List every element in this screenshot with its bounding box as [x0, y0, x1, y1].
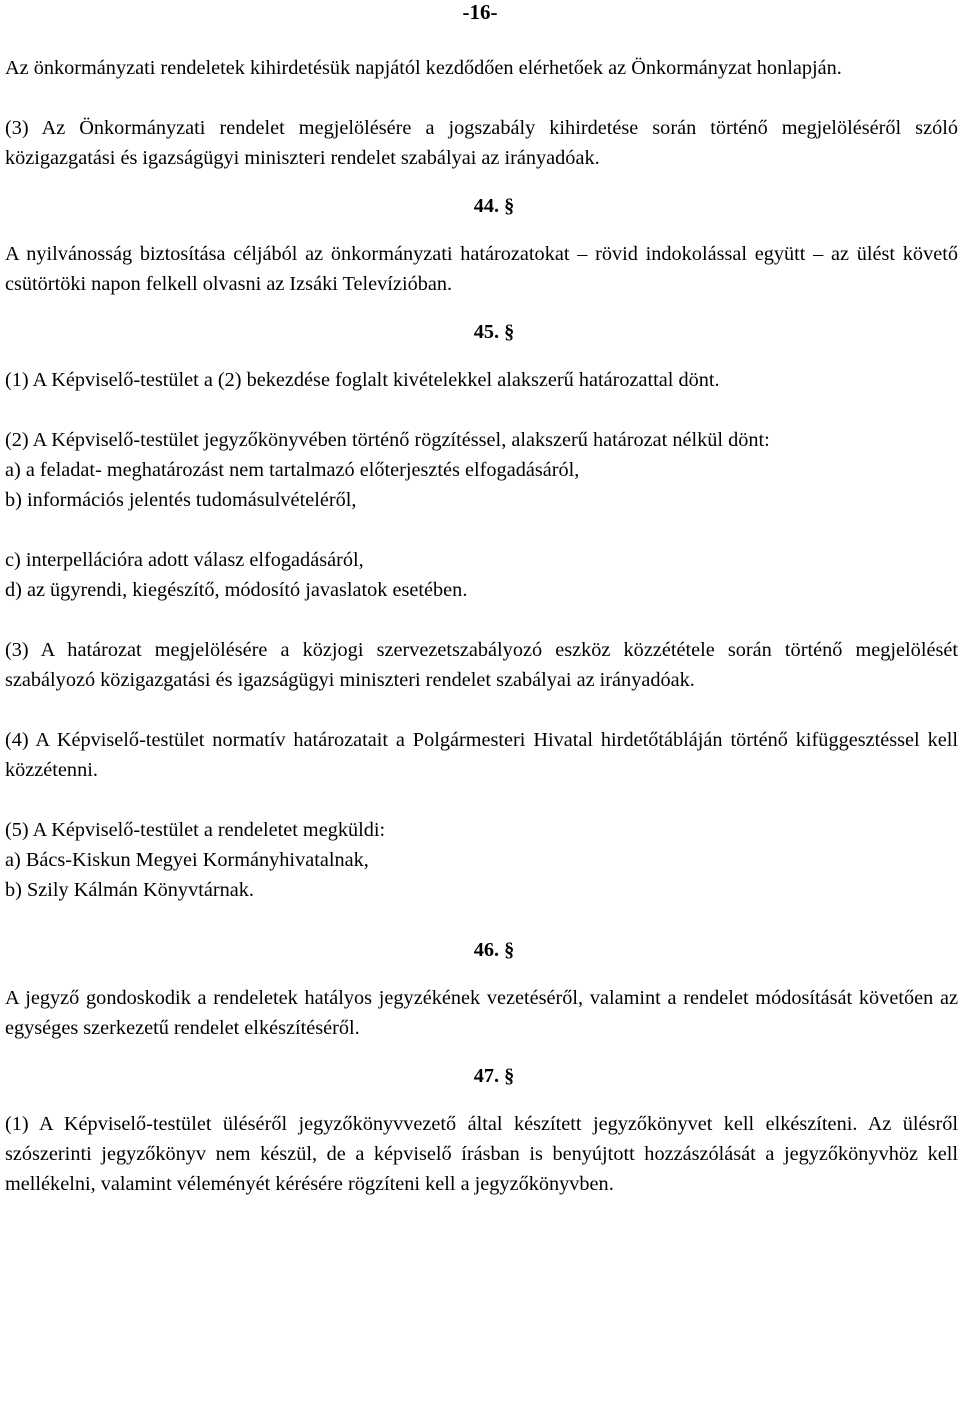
list-item-45-5-a: a) Bács-Kiskun Megyei Kormányhivatalnak,	[5, 849, 369, 871]
list-item-45-2-b: b) információs jelentés tudomásulvételéről,	[5, 489, 357, 511]
paragraph-45-3: (3) A határozat megjelölésére a közjogi szervezetszabályozó eszköz közzététele során történő megjelölését szabályozó közigazgatási és igazságügyi miniszteri rendelet szabályai az irányadóak.	[5, 639, 958, 691]
page-number: -16-	[462, 0, 498, 24]
section-heading-47: 47. §	[473, 1065, 515, 1087]
paragraph-47-1: (1) A Képviselő-testület üléséről jegyzőkönyvvezető által készített jegyzőkönyvet kell elkészíteni. Az ülésről szószerinti jegyzőkönyv nem készül, de a képviselő írásban is benyújtott hozzászólását a jegyzőkönyvhöz kell mellékelni, valamint véleményét kérésére rögzíteni kell a jegyzőkönyvben.	[5, 1113, 958, 1195]
list-item-45-2-a: a) a feladat- meghatározást nem tartalmazó előterjesztés elfogadásáról,	[5, 459, 580, 481]
paragraph-45-4: (4) A Képviselő-testület normatív határozatait a Polgármesteri Hivatal hirdetőtábláján történő kifüggesztéssel kell közzétenni.	[5, 729, 958, 781]
page-content	[5, 53, 958, 1199]
paragraph-44: A nyilvánosság biztosítása céljából az önkormányzati határozatokat – rövid indokolással együtt – az ülést követő csütörtöki napon felkell olvasni az Izsáki Televízióban.	[5, 243, 958, 295]
paragraph-46: A jegyző gondoskodik a rendeletek hatályos jegyzékének vezetéséről, valamint a rendelet módosítását követően az egységes szerkezetű rendelet elkészítéséről.	[5, 987, 958, 1039]
paragraph-45-2: (2) A Képviselő-testület jegyzőkönyvében történő rögzítéssel, alakszerű határozat nélkül dönt:	[5, 429, 770, 451]
paragraph-45-1: (1) A Képviselő-testület a (2) bekezdése foglalt kivételekkel alakszerű határozattal dönt.	[5, 369, 720, 391]
section-heading-44: 44. §	[473, 195, 515, 217]
section-heading-46: 46. §	[473, 939, 515, 961]
paragraph-publication: Az önkormányzati rendeletek kihirdetésük napjától kezdődően elérhetőek az Önkormányzat honlapján.	[5, 57, 842, 79]
paragraph-45-5: (5) A Képviselő-testület a rendeletet megküldi:	[5, 819, 386, 841]
paragraph-43-3: (3) Az Önkormányzati rendelet megjelölésére a jogszabály kihirdetése során történő megjelöléséről szóló közigazgatási és igazságügyi miniszteri rendelet szabályai az irányadóak.	[5, 117, 958, 169]
list-item-45-2-c: c) interpellációra adott válasz elfogadásáról,	[5, 549, 364, 571]
list-item-45-2-d: d) az ügyrendi, kiegészítő, módosító javaslatok esetében.	[5, 579, 468, 601]
section-heading-45: 45. §	[473, 321, 515, 343]
list-item-45-5-b: b) Szily Kálmán Könyvtárnak.	[5, 879, 254, 901]
